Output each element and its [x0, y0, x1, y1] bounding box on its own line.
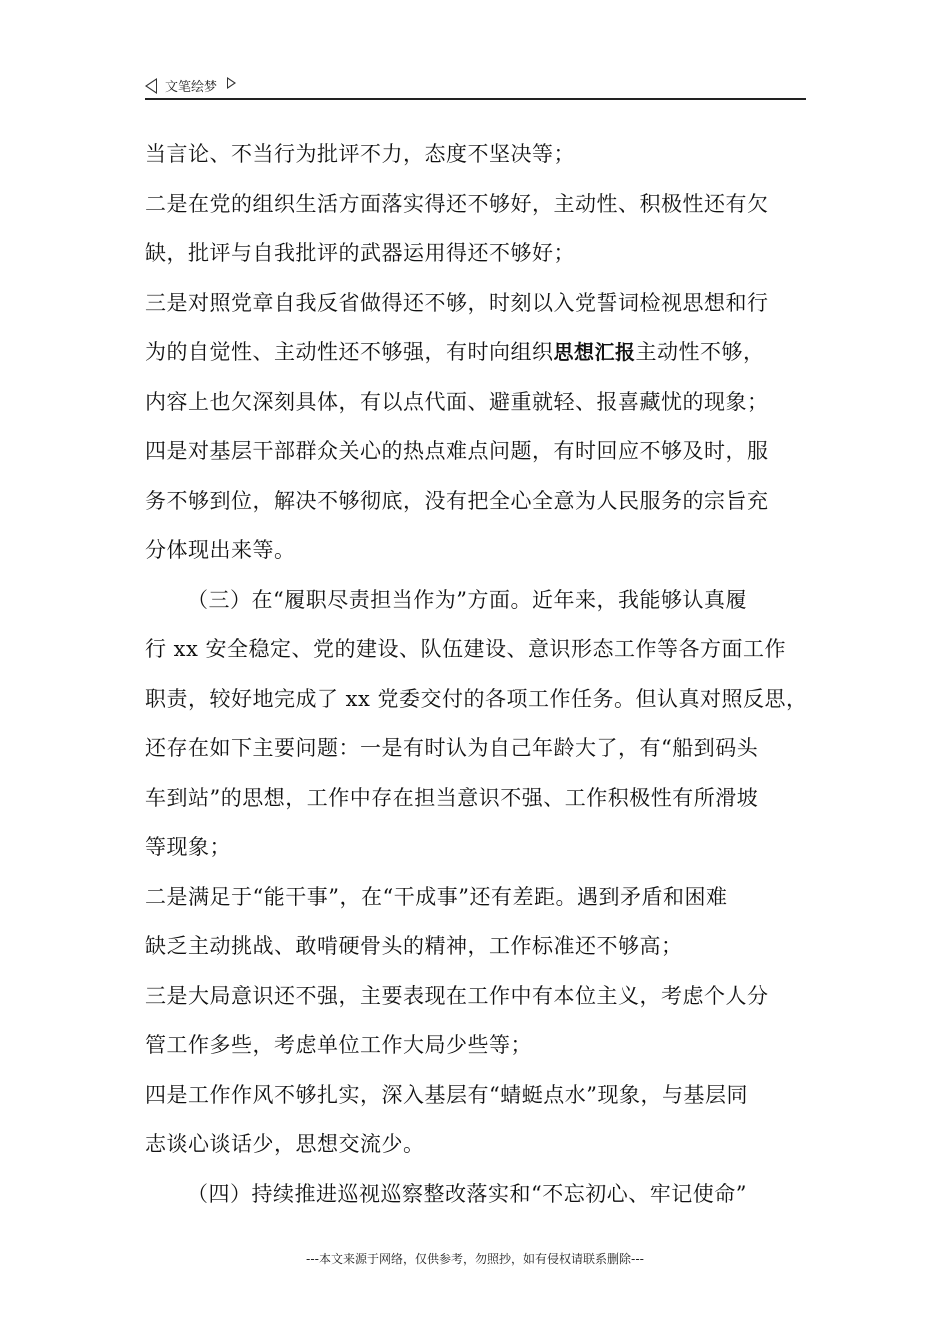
- text-line: [145, 1071, 815, 1121]
- text-segment: （三）在“履职尽责担当作为”方面。近年来，我能够认真履: [187, 587, 747, 612]
- text-line: [145, 823, 815, 873]
- text-segment: 等现象；: [145, 835, 231, 859]
- text-line: [145, 279, 815, 329]
- text-line: [145, 972, 815, 1022]
- footer-disclaimer: ---本文来源于网络，仅供参考，勿照抄，如有侵权请联系删除---: [306, 1252, 644, 1266]
- header-title: 文笔绘梦: [165, 80, 218, 95]
- text-line: [145, 229, 815, 279]
- text-line: [145, 724, 815, 774]
- header-brand: [145, 76, 236, 95]
- bold-term: 思想汇报: [553, 340, 636, 364]
- text-segment: 二是在党的组织生活方面落实得还不够好，主动性、积极性还有欠: [145, 191, 769, 216]
- text-line: [145, 427, 815, 477]
- text-segment: 车到站”的思想，工作中存在担当意识不强、工作积极性有所滑坡: [145, 785, 759, 810]
- text-segment: （四）持续推进巡视巡察整改落实和“不忘初心、牢记使命”: [187, 1181, 747, 1206]
- text-line: [145, 625, 815, 675]
- text-segment: 四是对基层干部群众关心的热点难点问题，有时回应不够及时，服: [145, 439, 769, 463]
- text-segment: 职责，较好地完成了 xx 党委交付的各项工作任务。但认真对照反思，: [145, 686, 808, 711]
- text-line: [145, 328, 815, 378]
- triangle-left-icon: [145, 78, 157, 94]
- triangle-right-icon: [227, 77, 236, 89]
- text-segment: 四是工作作风不够扎实，深入基层有“蜻蜓点水”现象，与基层同: [145, 1082, 748, 1107]
- text-segment: 管工作多些，考虑单位工作大局少些等；: [145, 1033, 532, 1057]
- page-header: [145, 72, 806, 100]
- text-line: [145, 1170, 815, 1220]
- text-line: [145, 922, 815, 972]
- text-line: [145, 1120, 815, 1170]
- text-segment: 还存在如下主要问题：一是有时认为自己年龄大了，有“船到码头: [145, 736, 759, 760]
- text-line: [145, 1021, 815, 1071]
- text-segment: 三是对照党章自我反省做得还不够，时刻以入党誓词检视思想和行: [145, 290, 769, 315]
- text-line: [145, 130, 815, 180]
- text-segment: 缺，批评与自我批评的武器运用得还不够好；: [145, 241, 575, 265]
- text-line: [145, 576, 815, 626]
- text-segment: 分体现出来等。: [145, 538, 296, 562]
- text-segment: 内容上也欠深刻具体，有以点代面、避重就轻、报喜藏忧的现象；: [145, 389, 769, 414]
- document-body: [145, 130, 815, 1219]
- text-line: [145, 526, 815, 576]
- text-segment: 为的自觉性、主动性还不够强，有时向组织: [145, 340, 554, 364]
- text-segment: 行 xx 安全稳定、党的建设、队伍建设、意识形态工作等各方面工作: [145, 637, 787, 661]
- text-segment: 务不够到位，解决不够彻底，没有把全心全意为人民服务的宗旨充: [145, 488, 769, 513]
- text-line: [145, 180, 815, 230]
- text-segment: 主动性不够，: [635, 340, 765, 364]
- text-segment: 三是大局意识还不强，主要表现在工作中有本位主义，考虑个人分: [145, 983, 769, 1008]
- text-segment: 二是满足于“能干事”，在“干成事”还有差距。遇到矛盾和困难: [145, 884, 728, 909]
- text-line: [145, 873, 815, 923]
- text-segment: 缺乏主动挑战、敢啃硬骨头的精神，工作标准还不够高；: [145, 934, 683, 958]
- text-line: [145, 774, 815, 824]
- text-segment: 志谈心谈话少，思想交流少。: [145, 1132, 425, 1156]
- text-line: [145, 477, 815, 527]
- text-line: [145, 378, 815, 428]
- text-line: [145, 675, 815, 725]
- text-segment: 当言论、不当行为批评不力，态度不坚决等；: [145, 142, 575, 166]
